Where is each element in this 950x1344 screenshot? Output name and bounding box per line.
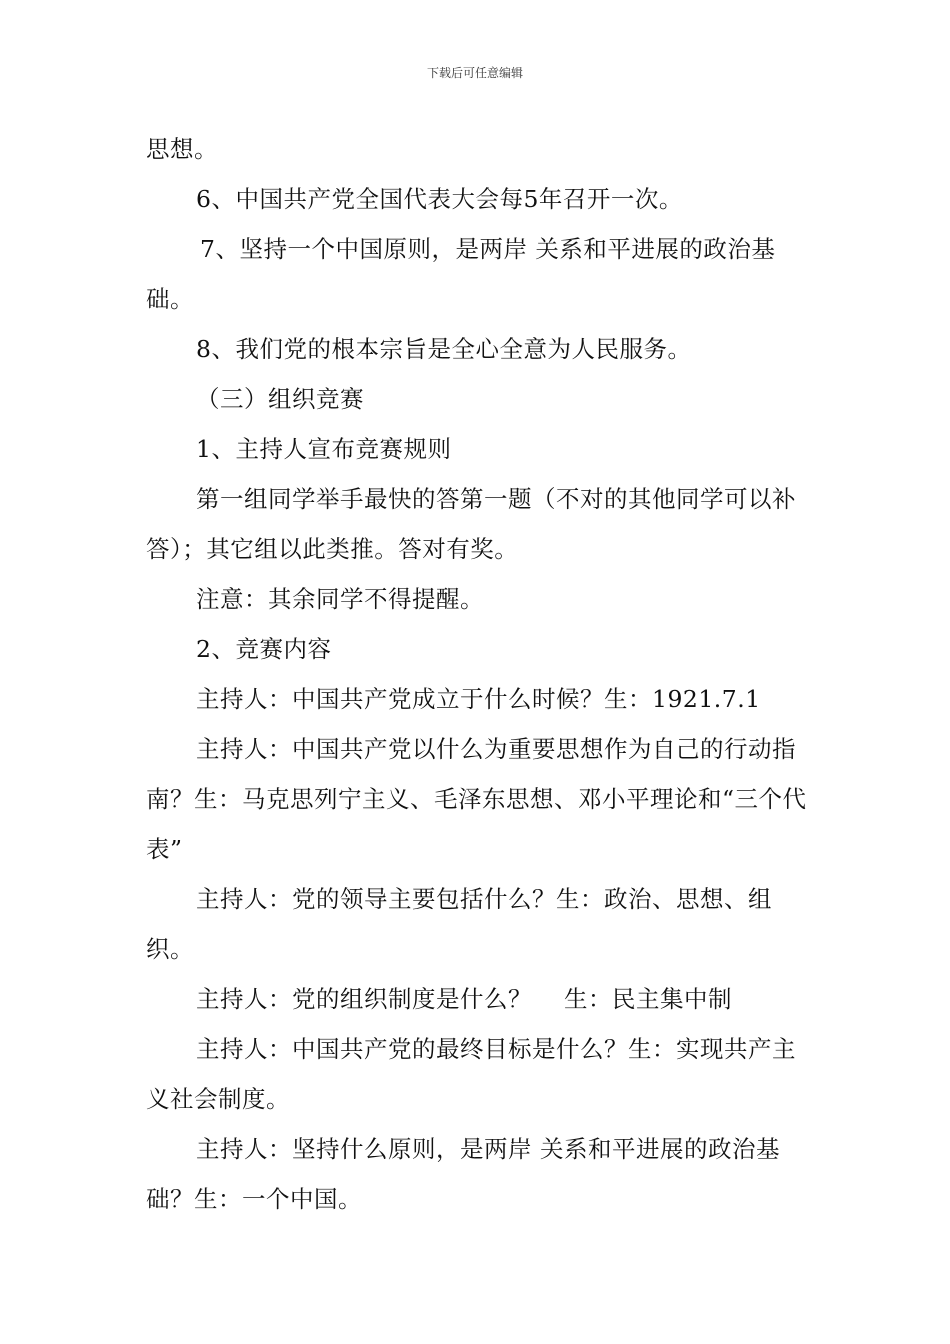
qa-item: 主持人：中国共产党以什么为重要思想作为自己的行动指南？生：马克思列宁主义、毛泽东思想、邓小平理论和“三个代表”: [146, 735, 807, 863]
paragraph: 注意：其余同学不得提醒。: [196, 585, 484, 613]
section-heading: （三）组织竞赛: [196, 385, 364, 413]
qa-item: 主持人：坚持什么原则，是两岸 关系和平进展的政治基础？生：一个中国。: [146, 1135, 780, 1213]
paragraph: 第一组同学举手最快的答第一题（不对的其他同学可以补答）；其它组以此类推。答对有奖。: [146, 485, 796, 563]
paragraph: 1、主持人宣布竞赛规则: [196, 435, 452, 463]
document-body: [146, 124, 810, 1224]
page-header: 下载后可任意编辑: [426, 66, 523, 80]
paragraph: 7、坚持一个中国原则，是两岸 关系和平进展的政治基础。: [146, 235, 776, 313]
qa-item: 主持人：党的领导主要包括什么？生：政治、思想、组织。: [146, 885, 772, 963]
qa-item: 主持人：党的组织制度是什么？ 生：民主集中制: [196, 985, 732, 1013]
paragraph: 2、竞赛内容: [196, 635, 332, 663]
qa-item: 主持人：中国共产党成立于什么时候？生：1921.7.1: [196, 685, 761, 713]
paragraph: 6、中国共产党全国代表大会每5年召开一次。: [196, 185, 683, 213]
qa-item: 主持人：中国共产党的最终目标是什么？生：实现共产主义社会制度。: [146, 1035, 796, 1113]
paragraph: 8、我们党的根本宗旨是全心全意为人民服务。: [196, 335, 692, 363]
paragraph: 思想。: [146, 135, 218, 163]
